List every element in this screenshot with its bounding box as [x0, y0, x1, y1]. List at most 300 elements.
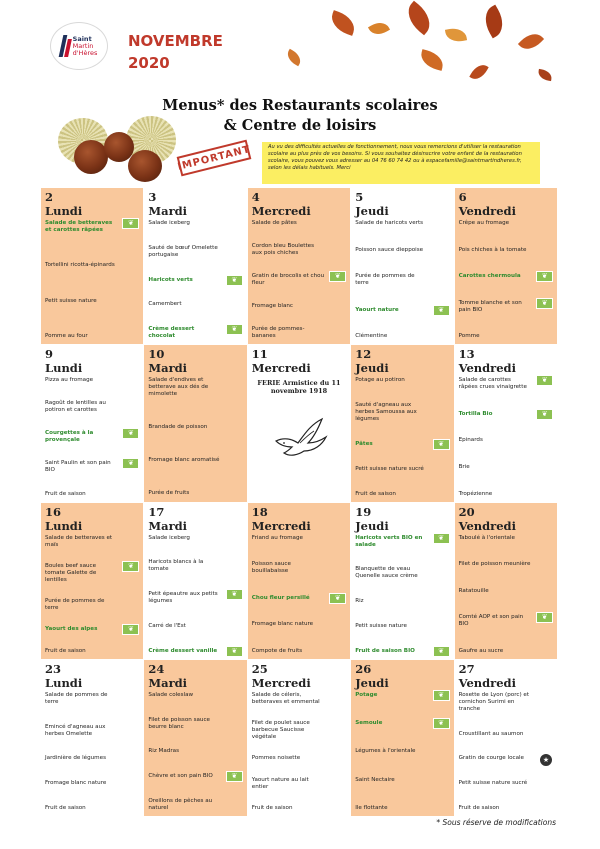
- menu-item: [45, 535, 139, 549]
- leaf-icon: ❦: [329, 271, 346, 282]
- day-cell: [144, 345, 246, 501]
- menu-item: [355, 623, 449, 630]
- leaf-icon: ❦: [226, 324, 243, 335]
- day-number: 9: [45, 347, 54, 362]
- menu-item-text: Salade d'endives et betterave aux dés de mimolette: [148, 377, 209, 398]
- menu-item: [355, 535, 449, 549]
- menu-item: [252, 777, 346, 791]
- leaf-icon: ❦: [433, 690, 450, 701]
- day-name: Jeudi: [355, 675, 389, 690]
- day-name: Mercredi: [251, 361, 311, 376]
- leaf-icon: ❦: [122, 624, 139, 635]
- menu-item-text: Ragoût de lentilles au potiron et carottes: [45, 400, 106, 414]
- menu-items: [148, 535, 242, 655]
- menu-item-text: Camembert: [148, 301, 182, 308]
- menu-item: [355, 441, 449, 448]
- menu-item-text: Fromage blanc: [251, 303, 294, 310]
- day-number: 10: [148, 347, 165, 362]
- menu-item-text: Boules beef sauce tomate Galette de lentilles: [45, 562, 97, 583]
- dove-icon: [270, 413, 330, 459]
- menu-item-text: Taboulé à l'orientale: [458, 534, 515, 541]
- menu-item: [148, 623, 242, 630]
- menu-item-text: Yaourt nature: [355, 306, 399, 313]
- day-number: 12: [355, 347, 372, 362]
- leaf-icon: ❦: [226, 275, 243, 286]
- menu-item: [45, 805, 139, 812]
- menu-item: [148, 277, 242, 284]
- menu-item-text: Oreillons de pêches au naturel: [148, 798, 213, 811]
- day-number: 24: [148, 661, 165, 676]
- menu-item: [355, 648, 449, 655]
- menu-item-text: Chèvre et son pain BIO: [148, 773, 213, 780]
- menu-item-text: Pommes noisette: [251, 755, 301, 762]
- menu-item-text: Poisson sauce bouillabaisse: [251, 561, 291, 575]
- menu-item: [45, 377, 139, 384]
- menu-item-text: Semoule: [355, 720, 383, 727]
- menu-item: [252, 805, 346, 812]
- day-number: 19: [355, 504, 372, 519]
- day-cell: [248, 188, 350, 344]
- day-number: 25: [251, 661, 268, 676]
- menu-item-text: Compote de fruits: [251, 647, 303, 654]
- menu-item-text: Croustillant au saumon: [458, 730, 524, 737]
- menu-item-text: Salade coleslaw: [148, 691, 194, 698]
- day-cell: [144, 503, 246, 659]
- menu-item-text: Brandade de poisson: [148, 424, 208, 431]
- menu-item-text: Salade de céleris, betteraves et emmental: [251, 691, 320, 705]
- menu-item: [148, 424, 242, 431]
- menu-item: [355, 692, 449, 699]
- menu-item-text: Gratin de brocolis et chou fleur: [251, 273, 325, 287]
- menu-item: [45, 262, 139, 269]
- menu-item: [252, 220, 346, 227]
- menu-item-text: Fruit de saison: [45, 805, 86, 811]
- leaf-icon: ❦: [122, 458, 139, 469]
- menu-item-text: Petit suisse nature: [45, 297, 97, 304]
- leaf-icon: ❦: [536, 375, 553, 386]
- menu-item: [459, 780, 553, 787]
- day-name: Vendredi: [458, 675, 516, 690]
- menu-item: [355, 748, 449, 755]
- menu-items: [45, 692, 139, 812]
- menu-items: [459, 535, 553, 655]
- day-cell: [351, 345, 453, 501]
- day-number: 11: [251, 347, 268, 362]
- leaf-icon: ❦: [433, 646, 450, 657]
- day-number: 2: [45, 190, 54, 204]
- title-line2: & Centre de loisirs: [223, 117, 377, 134]
- day-name: Mercredi: [251, 518, 311, 533]
- menu-item-text: Salade de haricots verts: [355, 220, 424, 226]
- menu-item-text: Fruit de saison: [458, 805, 500, 811]
- day-name: Lundi: [45, 675, 83, 690]
- menu-item-text: Potage au potiron: [355, 377, 405, 384]
- menu-item-text: Petit suisse nature sucré: [355, 465, 424, 472]
- menu-item: [148, 748, 242, 755]
- menu-item: [45, 563, 139, 584]
- menu-item-text: Petit épeautre aux petits légumes: [148, 591, 218, 605]
- day-number: 23: [45, 661, 62, 676]
- menu-item-text: Purée de pommes-bananes: [251, 326, 305, 340]
- menu-item-text: Salade iceberg: [148, 534, 190, 541]
- menu-item-text: Crème dessert chocolat: [148, 326, 195, 340]
- day-name: Vendredi: [458, 518, 516, 533]
- logo-line2: Martin: [72, 41, 94, 50]
- menu-item-text: Tortellini ricotta-épinards: [45, 262, 115, 269]
- menu-item: [459, 561, 553, 568]
- menu-item: [45, 298, 139, 305]
- menu-item: [45, 460, 139, 474]
- menu-items: [252, 692, 346, 812]
- menu-item: [355, 777, 449, 784]
- logo-text: [73, 36, 98, 57]
- day-name: Lundi: [45, 204, 83, 218]
- menu-item: [45, 598, 139, 612]
- holiday-label: FERIE Armistice du 11 novembre 1918: [257, 379, 341, 396]
- menu-item: [252, 303, 346, 310]
- menu-item: [459, 411, 553, 418]
- menu-item: [148, 648, 242, 655]
- menu-item-text: Salade de pommes de terre: [45, 691, 108, 705]
- menu-item: [148, 591, 242, 605]
- day-cell: [455, 660, 557, 816]
- menu-items: [148, 692, 242, 812]
- day-cell: [144, 188, 246, 344]
- menu-item: [459, 805, 553, 812]
- menu-item-text: Sauté de bœuf Omelette portugaise: [148, 244, 218, 258]
- menu-item-text: Crème dessert vanille: [148, 647, 218, 654]
- menu-item: [252, 561, 346, 575]
- menu-item-text: Epinards: [458, 437, 483, 444]
- menu-item-text: Comté AOP et son pain BIO: [458, 614, 524, 628]
- menu-item-text: Gratin de courge locale: [458, 755, 524, 762]
- menu-item: [355, 402, 449, 423]
- menu-item-text: Riz: [355, 598, 364, 605]
- menu-item: [45, 755, 139, 762]
- menu-item-text: Chou fleur persillé: [251, 594, 310, 601]
- menu-item-text: Pois chiches à la tomate: [458, 246, 527, 253]
- logo-mark-icon: [61, 35, 71, 57]
- menu-item-text: Pizza au fromage: [45, 377, 94, 384]
- menu-item: [45, 780, 139, 787]
- menu-item: [459, 491, 553, 498]
- menu-item: [459, 648, 553, 655]
- day-name: Vendredi: [458, 204, 516, 218]
- day-cell: [455, 345, 557, 501]
- menu-item-text: Ile flottante: [355, 805, 388, 811]
- menu-items: [148, 220, 242, 340]
- menu-item: [45, 400, 139, 414]
- leaf-icon: ❦: [433, 718, 450, 729]
- leaf-icon: ❦: [226, 771, 243, 782]
- day-name: Jeudi: [355, 361, 389, 376]
- menu-item: [148, 535, 242, 542]
- menu-items: [355, 377, 449, 497]
- day-name: Mardi: [148, 675, 188, 690]
- leaf-icon: ❦: [433, 439, 450, 450]
- day-cell: [41, 345, 143, 501]
- menu-item-text: Carottes chermoula: [458, 273, 521, 280]
- day-cell: [351, 660, 453, 816]
- menu-item-text: Fruit de saison: [45, 647, 86, 654]
- menu-item: [45, 692, 139, 706]
- menu-item: [459, 273, 553, 280]
- menu-item-text: Tomme blanche et son pain BIO: [458, 299, 522, 313]
- menu-items: [45, 377, 139, 497]
- menu-item: [459, 220, 553, 227]
- menu-items: [459, 692, 553, 812]
- menu-item-text: Fruit de saison BIO: [355, 647, 415, 654]
- menu-item: [252, 595, 346, 602]
- menu-item: [355, 720, 449, 727]
- menu-items: [252, 535, 346, 655]
- page-title: [150, 96, 450, 136]
- leaf-icon: ❦: [122, 218, 139, 229]
- day-number: 16: [45, 504, 62, 519]
- menu-item-text: Salade de betteraves et maïs: [45, 534, 113, 548]
- menu-item: [252, 243, 346, 257]
- menu-item-text: Fruit de saison: [45, 490, 86, 497]
- menu-item-text: Emincé d'agneau aux herbes Omelette: [45, 723, 106, 737]
- menu-item-text: Blanquette de veau Quenelle sauce crème: [355, 566, 418, 580]
- menu-item-text: Haricots blancs à la tomate: [148, 559, 204, 573]
- menu-item: [148, 692, 242, 699]
- menu-item-text: Yaourt nature au lait entier: [251, 776, 309, 790]
- menu-item-text: Fruit de saison: [251, 805, 293, 811]
- menu-item: [252, 535, 346, 542]
- leaf-icon: ❦: [536, 612, 553, 623]
- menu-item: [355, 466, 449, 473]
- menu-item: [355, 307, 449, 314]
- menu-items: [45, 220, 139, 340]
- menu-item: [252, 648, 346, 655]
- menu-item: [459, 731, 553, 738]
- day-number: 27: [458, 661, 475, 676]
- menu-item-text: Fruit de saison: [355, 490, 396, 497]
- menu-item-text: Haricots verts BIO en salade: [355, 534, 423, 548]
- day-number: 17: [148, 504, 165, 519]
- menu-item: [459, 755, 553, 762]
- menu-item-text: Ratatouille: [458, 587, 489, 594]
- menu-item-text: Clémentine: [355, 333, 388, 340]
- menu-item: [459, 333, 553, 340]
- logo: [50, 22, 108, 70]
- menu-item: [45, 626, 139, 633]
- menu-item: [148, 717, 242, 731]
- local-badge-icon: ★: [539, 753, 553, 767]
- leaf-icon: ❦: [536, 409, 553, 420]
- menu-items: [355, 692, 449, 812]
- day-cell: [351, 503, 453, 659]
- menu-item-text: Rosette de Lyon (porc) et cornichon Surimi en tranche: [458, 691, 530, 712]
- menu-item: [45, 491, 139, 498]
- menu-item: [148, 559, 242, 573]
- menu-item-text: Brie: [458, 463, 470, 470]
- menu-item: [45, 430, 139, 444]
- menu-item: [459, 377, 553, 391]
- menu-items: [355, 220, 449, 340]
- menu-grid: [41, 188, 557, 816]
- menu-item-text: Petit suisse nature: [355, 622, 407, 629]
- menu-item: [45, 648, 139, 655]
- menu-item-text: Filet de poisson meunière: [458, 561, 531, 568]
- menu-item-text: Salade de betteraves et carottes râpées: [45, 220, 113, 233]
- month-name: NOVEMBRE: [128, 32, 223, 50]
- day-cell: [248, 345, 350, 501]
- notice-box: Au vu des difficultés actuelles de fonctionnement, nous vous remercions d'utiliser la restauration scolaire au plus près de vos besoins. Si vous souhaitez désinscrire votre enfant de la restauration scolaire, vous pouvez vous adresser au 04 76 60 74 42 ou à espacefamille@saintmartindheres.fr, selon les délais habituels. Merci: [262, 142, 540, 184]
- day-name: Mardi: [148, 361, 188, 376]
- menu-item-text: Carré de l'Est: [148, 622, 186, 629]
- day-cell: [455, 503, 557, 659]
- menu-item: [148, 490, 242, 497]
- day-number: 20: [458, 504, 475, 519]
- menu-item-text: Potage: [355, 691, 378, 698]
- menu-item-text: Pomme au four: [45, 333, 88, 340]
- day-number: 3: [148, 190, 157, 204]
- menu-item: [45, 724, 139, 738]
- menu-item-text: Fromage blanc nature: [45, 780, 107, 787]
- menu-item: [252, 755, 346, 762]
- title-line1: Menus* des Restaurants scolaires: [162, 97, 438, 114]
- menu-item: [45, 220, 139, 234]
- day-cell: [455, 188, 557, 344]
- menu-item: [355, 220, 449, 227]
- menu-item-text: Tortilla Bio: [458, 410, 493, 417]
- menu-item-text: Haricots verts: [148, 276, 193, 283]
- day-name: Vendredi: [458, 361, 516, 376]
- menu-item-text: Yaourt des alpes: [45, 626, 98, 633]
- menu-item-text: Filet de poisson sauce beurre blanc: [148, 716, 210, 730]
- menu-item-text: Petit suisse nature sucré: [458, 780, 528, 787]
- month-heading: [128, 30, 223, 74]
- leaf-icon: ❦: [433, 305, 450, 316]
- logo-line1: Saint: [72, 34, 92, 43]
- menu-item: [148, 377, 242, 398]
- menu-item: [45, 333, 139, 340]
- day-number: 6: [458, 190, 467, 204]
- day-number: 18: [251, 504, 268, 519]
- menu-item-text: Purée de pommes de terre: [45, 598, 105, 612]
- menu-item-text: Sauté d'agneau aux herbes Samoussa aux légumes: [355, 402, 417, 423]
- menu-item: [148, 773, 242, 780]
- menu-item-text: Saint Nectaire: [355, 776, 395, 783]
- day-number: 13: [458, 347, 475, 362]
- day-cell: [41, 188, 143, 344]
- menu-item: [252, 720, 346, 741]
- day-number: 26: [355, 661, 372, 676]
- menu-item-text: Pomme: [458, 333, 480, 340]
- menu-item-text: Crêpe au fromage: [458, 220, 510, 226]
- menu-items: [252, 220, 346, 340]
- menu-item: [459, 535, 553, 542]
- menu-item-text: Cordon bleu Boulettes aux pois chiches: [251, 243, 315, 257]
- menu-item-text: Fromage blanc aromatisé: [148, 457, 220, 464]
- day-name: Mercredi: [251, 675, 311, 690]
- day-name: Mardi: [148, 518, 188, 533]
- menu-item-text: Légumes à l'orientale: [355, 748, 416, 755]
- menu-item: [459, 300, 553, 314]
- day-cell: [248, 660, 350, 816]
- menu-item: [148, 457, 242, 464]
- leaf-icon: ❦: [329, 593, 346, 604]
- menu-item-text: Salade de carottes râpées crues vinaigrette: [458, 377, 527, 391]
- day-name: Mardi: [148, 204, 188, 218]
- menu-item: [459, 692, 553, 713]
- menu-item: [459, 247, 553, 254]
- menu-item: [148, 326, 242, 340]
- leaf-icon: ❦: [536, 298, 553, 309]
- menu-item: [148, 798, 242, 812]
- menu-item-text: Fromage blanc nature: [251, 621, 314, 628]
- menu-item: [252, 692, 346, 706]
- menu-item: [355, 566, 449, 580]
- leaf-icon: ❦: [226, 646, 243, 657]
- menu-items: [459, 220, 553, 340]
- menu-item-text: Friand au fromage: [251, 534, 303, 541]
- menu-item-text: Gaufre au sucre: [458, 647, 504, 654]
- menu-item-text: Filet de poulet sauce barbecue Saucisse végétale: [251, 720, 310, 741]
- leaf-icon: ❦: [122, 428, 139, 439]
- menu-item: [355, 247, 449, 254]
- menu-item-text: Tropézienne: [458, 490, 493, 497]
- menu-item-text: Jardinière de légumes: [45, 755, 106, 762]
- day-cell: [248, 503, 350, 659]
- menu-item: [148, 245, 242, 259]
- menu-item: [355, 491, 449, 498]
- menu-item-text: Riz Madras: [148, 748, 179, 755]
- leaf-icon: ❦: [433, 533, 450, 544]
- menu-item: [355, 598, 449, 605]
- leaf-icon: ❦: [122, 561, 139, 572]
- menu-item: [148, 301, 242, 308]
- menu-item: [355, 377, 449, 384]
- day-name: Jeudi: [355, 518, 389, 533]
- footnote: * Sous réserve de modifications: [436, 818, 556, 827]
- day-name: Jeudi: [355, 204, 389, 218]
- menu-item-text: Salade iceberg: [148, 220, 190, 226]
- menu-item-text: Purée de pommes de terre: [355, 273, 415, 287]
- leaf-icon: ❦: [536, 271, 553, 282]
- menu-item-text: Courgettes à la provençale: [45, 430, 94, 444]
- day-cell: [41, 660, 143, 816]
- menu-item: [459, 614, 553, 628]
- menu-item: [459, 588, 553, 595]
- menu-item: [252, 273, 346, 287]
- menu-items: [45, 535, 139, 655]
- day-cell: [144, 660, 246, 816]
- day-number: 4: [251, 190, 260, 204]
- month-year: 2020: [128, 54, 170, 72]
- menu-item: [355, 333, 449, 340]
- menu-item: [148, 220, 242, 227]
- day-cell: [41, 503, 143, 659]
- menu-items: [148, 377, 242, 497]
- menu-item-text: Salade de pâtes: [251, 220, 297, 226]
- menu-item: [355, 273, 449, 287]
- day-cell: [351, 188, 453, 344]
- menu-items: [459, 377, 553, 497]
- menu-item-text: Purée de fruits: [148, 490, 190, 497]
- menu-item-text: Saint Paulin et son pain BIO: [45, 460, 111, 474]
- menu-item: [355, 805, 449, 812]
- menu-item: [252, 326, 346, 340]
- leaf-icon: ❦: [226, 589, 243, 600]
- menu-item: [459, 437, 553, 444]
- day-name: Mercredi: [251, 204, 311, 218]
- day-name: Lundi: [45, 361, 83, 376]
- menu-item: [459, 464, 553, 471]
- menu-item: [252, 621, 346, 628]
